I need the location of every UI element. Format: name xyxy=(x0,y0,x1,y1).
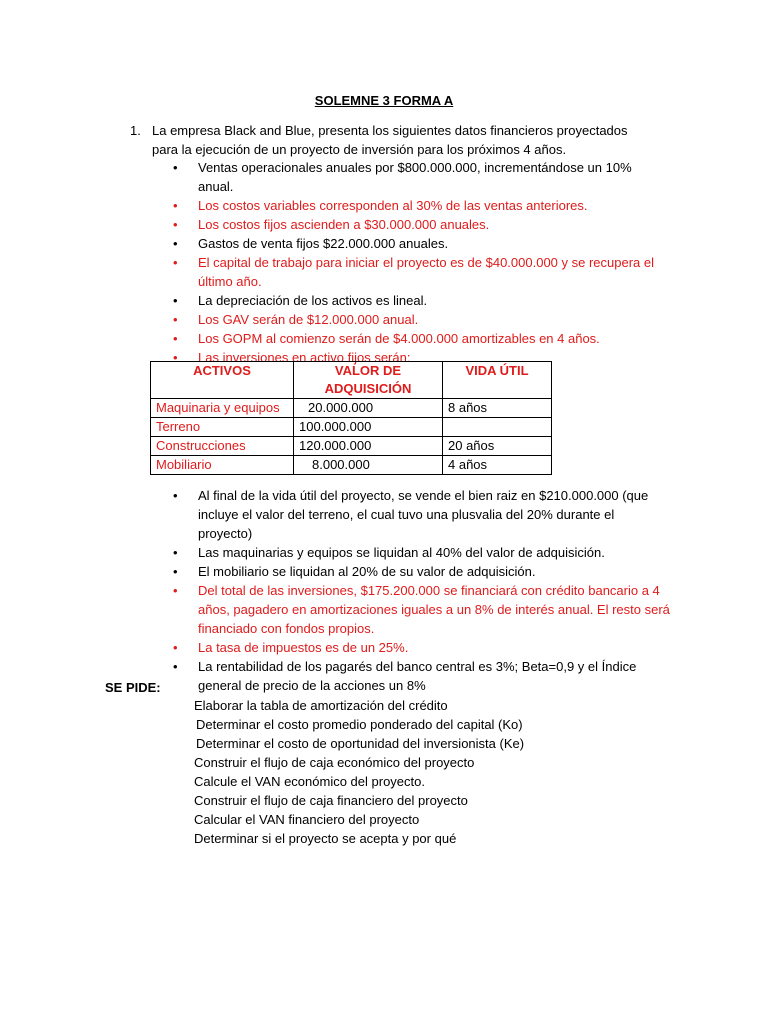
bullet-text: Los costos variables corresponden al 30% de las ventas anteriores. xyxy=(198,198,588,213)
bullet-icon: • xyxy=(173,350,178,365)
cell-activo: Terreno xyxy=(151,418,294,437)
bullet-icon: • xyxy=(173,545,178,560)
bullet-text: La depreciación de los activos es lineal. xyxy=(198,293,428,308)
bullet-item xyxy=(170,215,670,234)
bullet-item xyxy=(170,234,670,253)
bullet-item xyxy=(170,543,670,562)
cell-vida xyxy=(443,418,552,437)
cell-valor: 100.000.000 xyxy=(294,418,443,437)
bullet-item xyxy=(170,657,670,695)
bullet-icon: • xyxy=(173,236,178,251)
bullet-text: Las maquinarias y equipos se liquidan al 40% del valor de adquisición. xyxy=(198,545,605,560)
task-item: Elaborar la tabla de amortización del crédito xyxy=(194,698,448,713)
bullet-text: Los GOPM al comienzo serán de $4.000.000 amortizables en 4 años. xyxy=(198,331,600,346)
bullet-icon: • xyxy=(173,331,178,346)
bullet-text: El capital de trabajo para iniciar el proyecto es de $40.000.000 y se recupera el último año. xyxy=(198,255,655,289)
bullet-text: Los costos fijos ascienden a $30.000.000 anuales. xyxy=(198,217,490,232)
bullet-text: Las inversiones en activo fijos serán: xyxy=(198,350,411,365)
bullet-item xyxy=(170,291,670,310)
table-header-row xyxy=(151,362,552,399)
bullet-item xyxy=(170,196,670,215)
cell-activo: Maquinaria y equipos xyxy=(151,399,294,418)
bullet-icon: • xyxy=(173,583,178,598)
cell-activo: Mobiliario xyxy=(151,456,294,475)
page-title: SOLEMNE 3 FORMA A xyxy=(314,93,454,108)
bullet-text: Al final de la vida útil del proyecto, se vende el bien raiz en $210.000.000 (que incluye el valor del terreno, el cual tuvo una plusvalia del 20% durante el proyecto) xyxy=(198,488,649,541)
bullet-text: Del total de las inversiones, $175.200.000 se financiará con crédito bancario a 4 años, pagadero en amortizaciones iguales a un 8% de interés anual. El resto será financiado con fondos propios. xyxy=(198,583,670,636)
question-number: 1. xyxy=(130,123,141,138)
cell-valor: 20.000.000 xyxy=(294,399,443,418)
tasks-list xyxy=(194,696,524,848)
bullet-icon: • xyxy=(173,198,178,213)
table-row xyxy=(151,399,552,418)
bullet-icon: • xyxy=(173,659,178,674)
header-activos: ACTIVOS xyxy=(151,362,294,399)
bullet-text: El mobiliario se liquidan al 20% de su valor de adquisición. xyxy=(198,564,536,579)
data-bullet-list xyxy=(170,158,670,367)
header-vida-util: VIDA ÚTIL xyxy=(443,362,552,399)
bullet-icon: • xyxy=(173,160,178,175)
task-item: Calcule el VAN económico del proyecto. xyxy=(194,774,425,789)
task-item: Construir el flujo de caja económico del proyecto xyxy=(194,755,475,770)
bullet-icon: • xyxy=(173,312,178,327)
bullet-item xyxy=(170,486,670,543)
bullet-item xyxy=(170,329,670,348)
bullet-item xyxy=(170,581,670,638)
se-pide-heading: SE PIDE: xyxy=(105,680,161,695)
bullet-icon: • xyxy=(173,640,178,655)
bullet-text: La rentabilidad de los pagarés del banco central es 3%; Beta=0,9 y el Índice general de precio de la acciones un 8% xyxy=(198,659,637,693)
cell-vida: 20 años xyxy=(443,437,552,456)
cell-activo: Construcciones xyxy=(151,437,294,456)
task-item: Determinar el costo promedio ponderado del capital (Ko) xyxy=(196,717,523,732)
header-valor: VALOR DE ADQUISICIÓN xyxy=(294,362,443,399)
bullet-text: Los GAV serán de $12.000.000 anual. xyxy=(198,312,419,327)
assets-table xyxy=(150,361,552,475)
table-row xyxy=(151,437,552,456)
cell-valor: 8.000.000 xyxy=(294,456,443,475)
cell-vida: 8 años xyxy=(443,399,552,418)
bullet-icon: • xyxy=(173,217,178,232)
bullet-item xyxy=(170,158,670,196)
bullet-item xyxy=(170,638,670,657)
cell-valor: 120.000.000 xyxy=(294,437,443,456)
bullet-icon: • xyxy=(173,293,178,308)
bullet-item xyxy=(170,562,670,581)
task-item: Construir el flujo de caja financiero del proyecto xyxy=(194,793,468,808)
bullet-item xyxy=(170,310,670,329)
bullet-text: Gastos de venta fijos $22.000.000 anuales. xyxy=(198,236,449,251)
table-row xyxy=(151,418,552,437)
question-intro: La empresa Black and Blue, presenta los siguientes datos financieros proyectados para la ejecución de un proyecto de inversión para los próximos 4 años. xyxy=(152,123,628,157)
bullet-item xyxy=(170,253,670,291)
task-item: Determinar el costo de oportunidad del inversionista (Ke) xyxy=(196,736,525,751)
bullet-icon: • xyxy=(173,488,178,503)
conditions-bullet-list xyxy=(170,486,670,695)
task-item: Calcular el VAN financiero del proyecto xyxy=(194,812,420,827)
cell-vida: 4 años xyxy=(443,456,552,475)
bullet-icon: • xyxy=(173,255,178,270)
bullet-text: La tasa de impuestos es de un 25%. xyxy=(198,640,409,655)
table-row xyxy=(151,456,552,475)
bullet-icon: • xyxy=(173,564,178,579)
bullet-text: Ventas operacionales anuales por $800.000.000, incrementándose un 10% anual. xyxy=(198,160,632,194)
task-item: Determinar si el proyecto se acepta y por qué xyxy=(194,831,457,846)
